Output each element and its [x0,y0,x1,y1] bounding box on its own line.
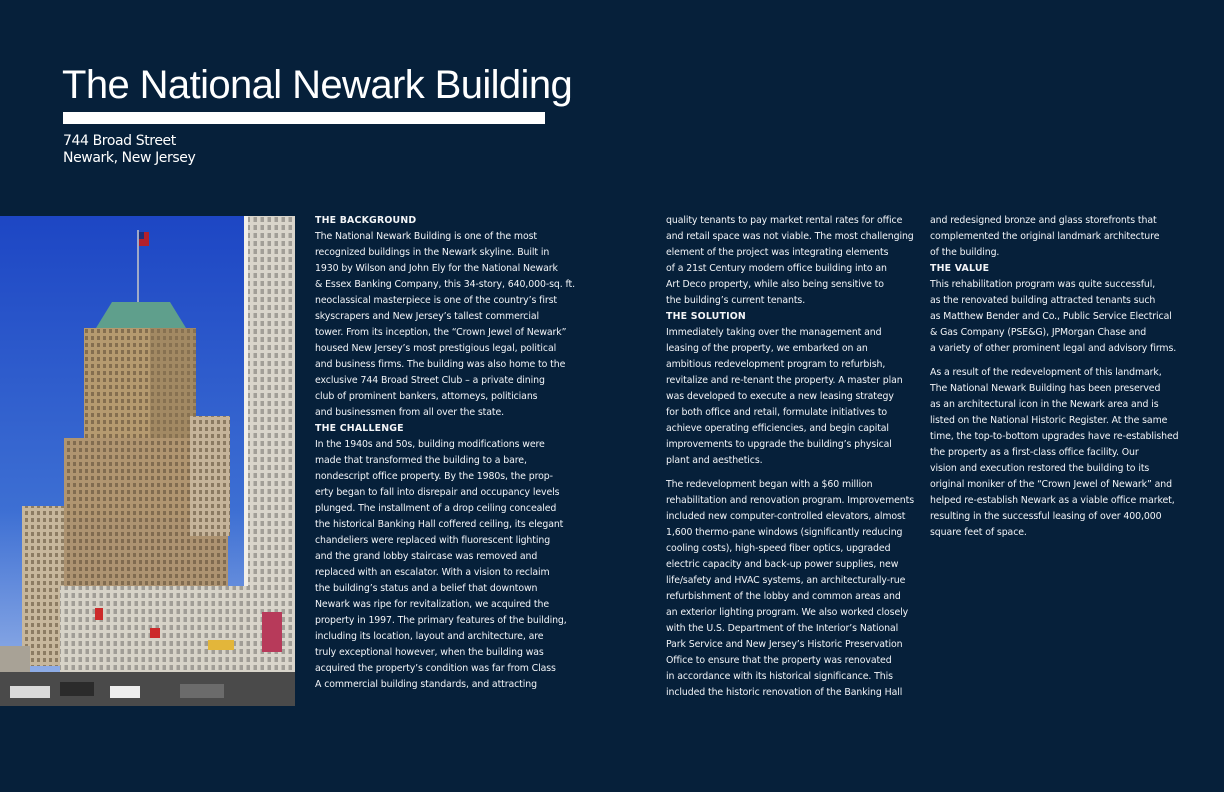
text-line: included the historic renovation of the Banking Hall [666,687,903,698]
paragraph [930,213,1175,261]
text-line: ambitious redevelopment program to refurbish, [666,359,886,370]
text-line: vision and execution restored the building to its [930,463,1150,474]
text-line: truly exceptional however, when the building was [315,647,544,658]
text-column-1 [315,213,575,693]
page-title: The National Newark Building [62,63,573,107]
text-line: 1930 by Wilson and John Ely for the National Newark [315,263,558,274]
text-line: as Matthew Bender and Co., Public Service Electrical [930,311,1172,322]
text-line: complemented the original landmark architecture [930,231,1160,242]
address-block [63,133,195,167]
paragraph [666,325,911,469]
text-line: This rehabilitation program was quite successful, [930,279,1156,290]
text-column-3 [930,213,1179,541]
address-city: Newark, New Jersey [63,150,196,166]
text-line: with the U.S. Department of the Interior’s National [666,623,899,634]
text-line: nondescript office property. By the 1980s, the prop- [315,471,553,482]
text-line: of a 21st Century modern office building into an [666,263,887,274]
text-line: and the grand lobby staircase was removed and [315,551,538,562]
text-line: resulting in the successful leasing of over 400,000 [930,511,1162,522]
text-line: the historical Banking Hall coffered ceiling, its elegant [315,519,564,530]
text-line: quality tenants to pay market rental rates for office [666,215,903,226]
text-line: The National Newark Building has been preserved [930,383,1161,394]
text-line: 1,600 thermo-pane windows (significantly reducing [666,527,903,538]
text-line: in accordance with its historical significance. This [666,671,893,682]
text-line: was developed to execute a new leasing strategy [666,391,894,402]
building-photo [0,216,295,706]
text-line: and businessmen from all over the state. [315,407,505,418]
text-line: as the renovated building attracted tenants such [930,295,1156,306]
text-line: the building’s status and a belief that downtown [315,583,538,594]
text-line: housed New Jersey’s most prestigious legal, political [315,343,557,354]
address-street: 744 Broad Street [63,133,176,149]
text-line: chandeliers were replaced with fluorescent lighting [315,535,551,546]
paragraph [666,213,914,309]
text-line: improvements to upgrade the building’s physical [666,439,892,450]
text-line: time, the top-to-bottom upgrades have re-established [930,431,1179,442]
text-line: The redevelopment began with a $60 million [666,479,873,490]
text-line: original moniker of the “Crown Jewel of Newark” and [930,479,1172,490]
text-line: As a result of the redevelopment of this landmark, [930,367,1162,378]
text-line: replaced with an escalator. With a vision to reclaim [315,567,550,578]
section-heading: THE VALUE [930,263,990,274]
paragraph-gap [930,357,1175,365]
text-line: Office to ensure that the property was renovated [666,655,892,666]
paragraph-gap [666,469,911,477]
text-line: electric capacity and back-up power supplies, new [666,559,899,570]
text-line: revitalize and re-tenant the property. A master plan [666,375,903,386]
text-line: included new computer-controlled elevators, almost [666,511,906,522]
text-line: for both office and retail, formulate initiatives to [666,407,888,418]
text-line: & Essex Banking Company, this 34-story, 640,000-sq. ft. [315,279,575,290]
text-line: acquired the property’s condition was far from Class [315,663,556,674]
text-line: property in 1997. The primary features of the building, [315,615,567,626]
text-line: Newark was ripe for revitalization, we acquired the [315,599,549,610]
text-line: as an architectural icon in the Newark area and is [930,399,1159,410]
text-line: square feet of space. [930,527,1027,538]
section-heading: THE SOLUTION [666,311,746,322]
section-heading: THE CHALLENGE [315,423,404,434]
text-line: recognized buildings in the Newark skyline. Built in [315,247,550,258]
text-line: Park Service and New Jersey’s Historic Preservation [666,639,903,650]
text-line: plant and aesthetics. [666,455,763,466]
text-line: the building’s current tenants. [666,295,806,306]
paragraph [315,229,575,421]
title-underline [63,112,545,124]
text-line: In the 1940s and 50s, building modifications were [315,439,545,450]
text-line: element of the project was integrating elements [666,247,889,258]
text-line: leasing of the property, we embarked on an [666,343,868,354]
text-line: club of prominent bankers, attorneys, politicians [315,391,538,402]
paragraph [666,477,914,701]
text-line: skyscrapers and New Jersey’s tallest commercial [315,311,539,322]
text-line: the property as a first-class office facility. Our [930,447,1139,458]
text-line: erty began to fall into disrepair and occupancy levels [315,487,560,498]
text-line: and retail space was not viable. The most challenging [666,231,914,242]
text-line: exclusive 744 Broad Street Club – a private dining [315,375,545,386]
text-line: a variety of other prominent legal and advisory firms. [930,343,1177,354]
text-line: Immediately taking over the management and [666,327,882,338]
text-line: an exterior lighting program. We also worked closely [666,607,909,618]
text-line: life/safety and HVAC systems, an architecturally-rue [666,575,906,586]
paragraph [315,437,567,693]
text-line: achieve operating efficiencies, and begin capital [666,423,889,434]
text-line: neoclassical masterpiece is one of the country’s first [315,295,557,306]
text-line: of the building. [930,247,1000,258]
text-line: The National Newark Building is one of the most [315,231,537,242]
text-line: Art Deco property, while also being sensitive to [666,279,884,290]
text-line: plunged. The installment of a drop ceiling concealed [315,503,557,514]
text-line: A commercial building standards, and attracting [315,679,537,690]
paragraph [930,277,1175,357]
text-line: refurbishment of the lobby and common areas and [666,591,901,602]
text-line: listed on the National Historic Register. At the same [930,415,1168,426]
text-line: & Gas Company (PSE&G), JPMorgan Chase and [930,327,1147,338]
paragraph [930,365,1179,541]
text-line: cooling costs), high-speed fiber optics, upgraded [666,543,891,554]
text-line: and business firms. The building was also home to the [315,359,566,370]
text-line: rehabilitation and renovation program. Improvements [666,495,914,506]
text-line: tower. From its inception, the “Crown Jewel of Newark” [315,327,567,338]
text-line: and redesigned bronze and glass storefronts that [930,215,1157,226]
text-line: made that transformed the building to a bare, [315,455,527,466]
text-line: including its location, layout and architecture, are [315,631,544,642]
text-line: helped re-establish Newark as a viable office market, [930,495,1175,506]
section-heading: THE BACKGROUND [315,215,417,226]
text-column-2 [666,213,914,701]
